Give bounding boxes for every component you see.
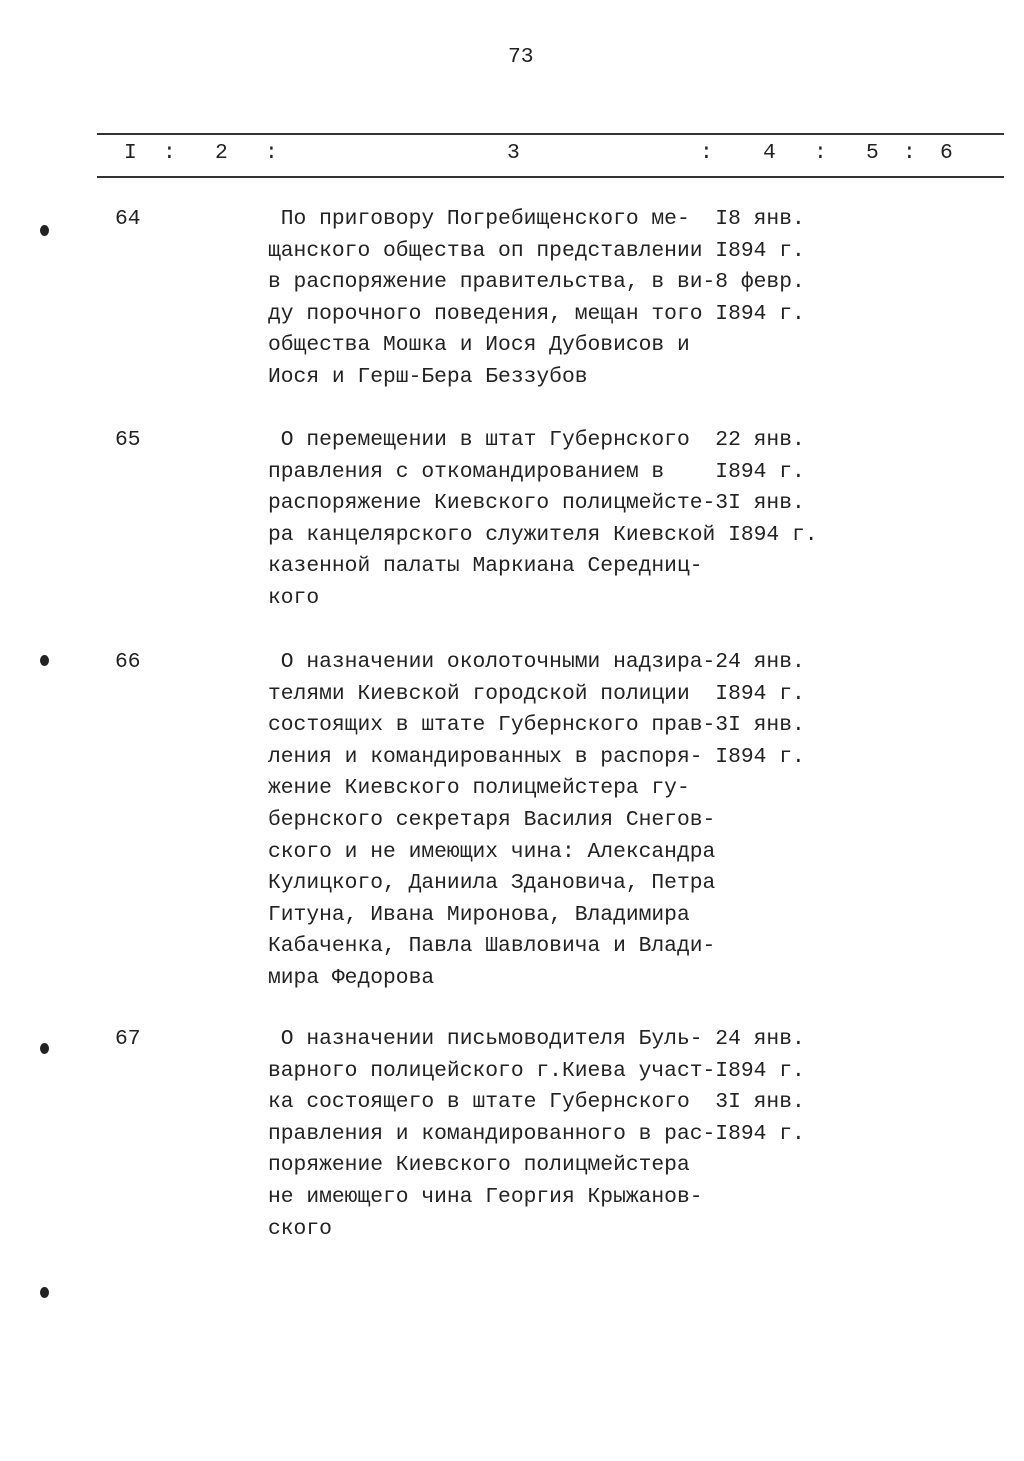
text-line: Кабаченка, Павла Шавловича и Влади- [268,934,716,959]
text-line: мира Федорова [268,965,435,990]
text-line: варного полицейского г.Киева участ-I894 г. [268,1058,805,1083]
text-line: поряжение Киевского полицмейстера [268,1153,690,1178]
punch-hole-mark [40,1043,49,1054]
col-2-header: 2 [215,141,228,165]
col-5-header: 5 [866,141,879,165]
entry-text [268,425,818,615]
text-line: телями Киевской городской полиции I894 г. [268,681,805,706]
col-4-header: 4 [763,141,776,165]
text-line: щанского общества оп представлении I894 г. [268,238,805,263]
text-line: правления и командированного в рас-I894 г. [268,1121,805,1146]
text-line: По приговору Погребищенского ме- I8 янв. [268,207,805,231]
col-separator: : [700,141,713,165]
text-line: ления и командированных в распоря- I894 г. [268,744,805,769]
text-line: в распоряжение правительства, в ви-8 февр. [268,270,805,295]
text-line: ра канцелярского служителя Киевской I894 г. [268,522,818,547]
text-line: ка состоящего в штате Губернского 3I янв. [268,1090,805,1115]
text-line: распоряжение Киевского полицмейсте-3I янв. [268,491,805,516]
punch-hole-mark [40,655,49,666]
text-line: состоящих в штате Губернского прав-3I янв. [268,713,805,738]
text-line: Иося и Герш-Бера Беззубов [268,364,588,389]
text-line: ского [268,1216,332,1241]
col-1-header: I [124,141,137,165]
text-line: жение Киевского полицмейстера гу- [268,776,690,801]
text-line: правления с откомандированием в I894 г. [268,459,805,484]
header-bottom-rule [97,176,1004,178]
entry-number: 65 [115,428,141,452]
col-6-header: 6 [940,141,953,165]
page-number: 73 [508,45,534,69]
text-line: О назначении письмоводителя Буль- 24 янв. [268,1027,805,1051]
punch-hole-mark [40,225,49,236]
entry-number: 64 [115,207,141,231]
text-line: бернского секретаря Василия Снегов- [268,807,716,832]
col-separator: : [903,141,916,165]
col-separator: : [265,141,278,165]
text-line: кого [268,585,320,610]
table-header [0,141,1024,171]
text-line: ского и не имеющих чина: Александра [268,839,716,864]
col-3-header: 3 [507,141,520,165]
text-line: не имеющего чина Георгия Крыжанов- [268,1184,703,1209]
header-top-rule [97,133,1004,135]
entry-text [268,1024,805,1245]
entry-number: 66 [115,650,141,674]
text-line: Кулицкого, Даниила Здановича, Петра [268,871,716,896]
text-line: О назначении околоточными надзира-24 янв. [268,650,805,674]
text-line: общества Мошка и Иося Дубовисов и [268,333,690,358]
entry-text [268,204,805,394]
text-line: казенной палаты Маркиана Середниц- [268,554,703,579]
punch-hole-mark [40,1287,49,1298]
col-separator: : [163,141,176,165]
text-line: Гитуна, Ивана Миронова, Владимира [268,902,690,927]
text-line: ду порочного поведения, мещан того I894 г. [268,301,805,326]
entry-text [268,647,805,995]
col-separator: : [814,141,827,165]
text-line: О перемещении в штат Губернского 22 янв. [268,428,805,452]
entry-number: 67 [115,1027,141,1051]
